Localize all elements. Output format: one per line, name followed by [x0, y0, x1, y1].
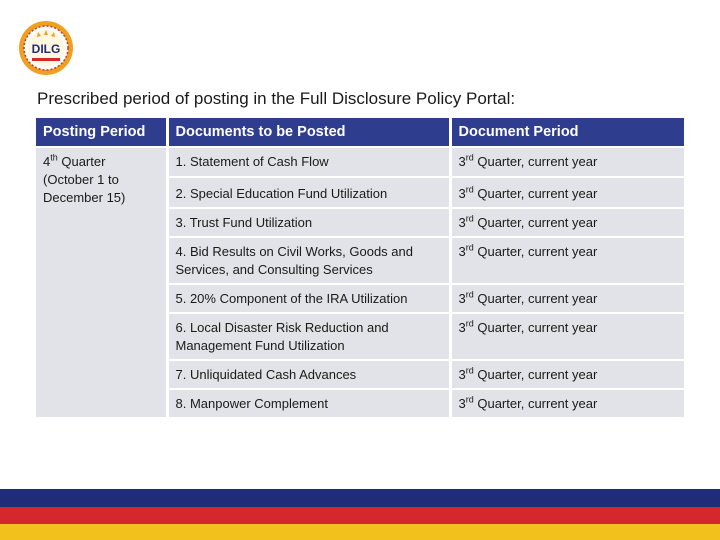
posting-period-cell: 4th Quarter (October 1 to December 15) [36, 147, 167, 418]
document-name: 8. Manpower Complement [167, 389, 450, 418]
document-period: 3rd Quarter, current year [450, 360, 684, 389]
document-period: 3rd Quarter, current year [450, 208, 684, 237]
document-period: 3rd Quarter, current year [450, 389, 684, 418]
footer-band-red [0, 507, 720, 524]
document-period: 3rd Quarter, current year [450, 237, 684, 284]
document-name: 4. Bid Results on Civil Works, Goods and Services, and Consulting Services [167, 237, 450, 284]
posting-period-table [36, 118, 684, 419]
header-documents: Documents to be Posted [167, 118, 450, 147]
footer-band-yellow [0, 524, 720, 540]
document-name: 5. 20% Component of the IRA Utilization [167, 284, 450, 313]
document-period: 3rd Quarter, current year [450, 284, 684, 313]
document-name: 6. Local Disaster Risk Reduction and Management Fund Utilization [167, 313, 450, 360]
document-name: 7. Unliquidated Cash Advances [167, 360, 450, 389]
dilg-logo [18, 20, 74, 76]
footer-band-blue [0, 489, 720, 507]
dilg-seal-icon [18, 20, 74, 76]
document-name: 2. Special Education Fund Utilization [167, 177, 450, 208]
table-row [36, 147, 684, 177]
page-subtitle: Prescribed period of posting in the Full Disclosure Policy Portal: [37, 89, 516, 108]
logo-text: DILG [31, 42, 61, 56]
header-posting-period: Posting Period [36, 118, 167, 147]
document-name: 3. Trust Fund Utilization [167, 208, 450, 237]
document-period: 3rd Quarter, current year [450, 313, 684, 360]
document-period: 3rd Quarter, current year [450, 177, 684, 208]
table-header-row [36, 118, 684, 147]
header-document-period: Document Period [450, 118, 684, 147]
document-name: 1. Statement of Cash Flow [167, 147, 450, 177]
document-period: 3rd Quarter, current year [450, 147, 684, 177]
